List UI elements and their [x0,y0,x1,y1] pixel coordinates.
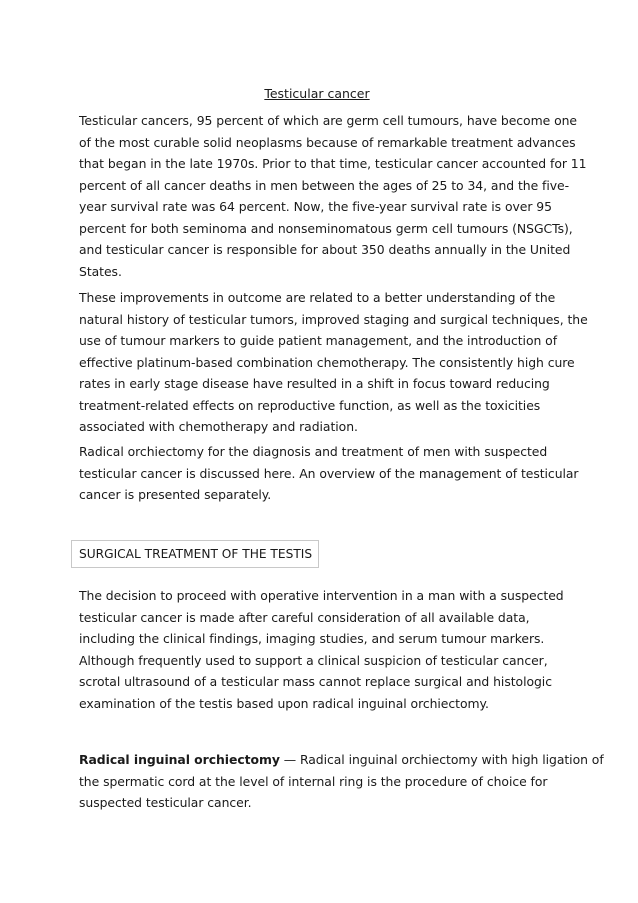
text-line: the spermatic cord at the level of internal ring is the procedure of choice for [79,773,548,789]
text-line: and testicular cancer is responsible for about 350 deaths annually in the United [79,242,571,257]
text-line: including the clinical findings, imaging studies, and serum tumour markers. [79,631,545,646]
text-line: The decision to proceed with operative intervention in a man with a suspected [79,588,564,603]
text-line: natural history of testicular tumors, improved staging and surgical techniques, the [79,311,588,327]
text-line: of the most curable solid neoplasms because of remarkable treatment advances [79,134,576,150]
text-line: scrotal ultrasound of a testicular mass cannot replace surgical and histologic [79,674,552,689]
paragraph-orchiectomy-intro [79,441,579,506]
text-line: testicular cancer is discussed here. An overview of the management of testicular [79,465,579,481]
paragraph-improvements [79,287,588,438]
text-line: testicular cancer is made after careful consideration of all available data, [79,609,530,625]
text-line: Radical orchiectomy for the diagnosis and treatment of men with suspected [79,444,548,459]
text-line: year survival rate was 64 percent. Now, the five-year survival rate is over 95 [79,199,552,214]
section-heading-text: SURGICAL TREATMENT OF THE TESTIS [79,547,313,561]
text-line: percent for both seminoma and nonseminomatous germ cell tumours (NSGCTs), [79,220,573,236]
text-line: Testicular cancers, 95 percent of which are germ cell tumours, have become one [79,113,577,128]
text-line: States. [79,263,122,279]
text-line: These improvements in outcome are related to a better understanding of the [79,290,556,305]
text-line [79,749,604,771]
paragraph-surgical-decision [79,585,564,714]
text-run: — Radical inguinal orchiectomy with high ligation of [279,752,604,767]
paragraph-radical-inguinal [79,749,604,814]
subheading-lead: Radical inguinal orchiectomy [79,752,280,767]
text-line: cancer is presented separately. [79,487,272,502]
text-line: associated with chemotherapy and radiation. [79,419,358,434]
paragraph-intro [79,110,587,282]
text-line: examination of the testis based upon radical inguinal orchiectomy. [79,695,489,711]
text-line: Although frequently used to support a clinical suspicion of testicular cancer, [79,652,548,668]
text-line: that began in the late 1970s. Prior to that time, testicular cancer accounted for 11 [79,156,587,171]
document-title: Testicular cancer [264,86,370,101]
section-heading [71,540,319,568]
text-line: use of tumour markers to guide patient management, and the introduction of [79,333,558,348]
text-line: treatment-related effects on reproductive function, as well as the toxicities [79,397,541,413]
text-line: rates in early stage disease have resulted in a shift in focus toward reducing [79,376,550,391]
text-line: suspected testicular cancer. [79,795,252,810]
text-line: effective platinum-based combination chemotherapy. The consistently high cure [79,354,575,370]
text-line: percent of all cancer deaths in men between the ages of 25 to 34, and the five- [79,177,570,193]
